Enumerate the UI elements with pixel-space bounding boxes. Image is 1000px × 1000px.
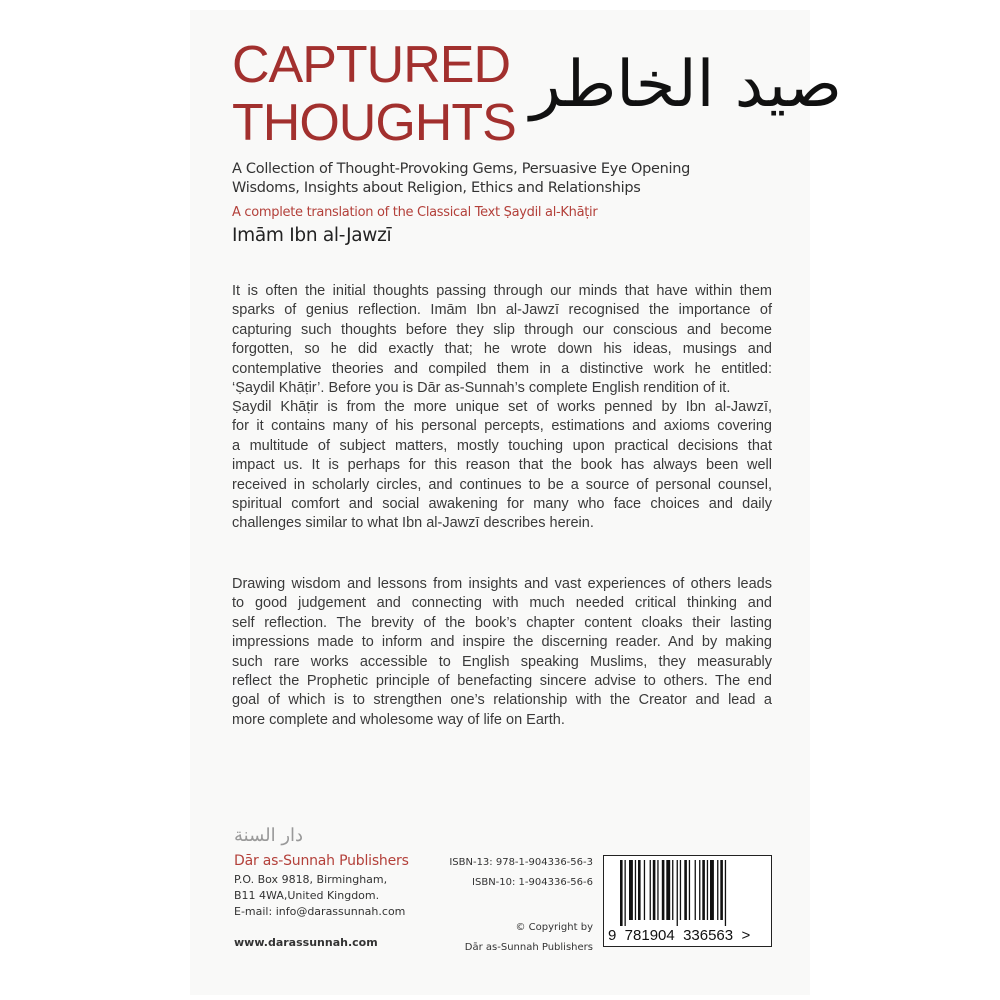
title-line-2: THOUGHTS — [232, 94, 516, 152]
paragraph-line: to good judgement and connecting with much needed critical thinking and — [232, 595, 772, 612]
blurb-paragraph-1 — [232, 282, 772, 398]
paragraph-line: such rare works accessible to English speaking Muslims, they measurably — [232, 653, 772, 670]
isbn-10: ISBN-10: 1-904336-56-6 — [472, 877, 593, 888]
paragraph-line: Drawing wisdom and lessons from insights and vast experiences of others leads — [232, 576, 772, 592]
barcode-bar — [710, 860, 714, 920]
publisher-website: www.darassunnah.com — [234, 936, 378, 949]
author-name: Imām Ibn al-Jawzī — [232, 225, 392, 246]
barcode-bar — [666, 860, 670, 920]
barcode-bar — [699, 860, 700, 920]
paragraph-line: challenges similar to what Ibn al-Jawzī describes herein. — [232, 515, 594, 532]
translation-note: A complete translation of the Classical Text Ṣaydil al-Khāṭir — [232, 205, 598, 220]
paragraph-line: forgotten, so he did exactly that; he wrote down his ideas, musings and — [232, 341, 772, 358]
publisher-email: E-mail: info@darassunnah.com — [234, 905, 406, 918]
publisher-name: Dār as-Sunnah Publishers — [234, 853, 409, 869]
barcode-bar — [620, 860, 623, 926]
isbn-info — [449, 853, 593, 893]
paragraph-line: capturing such thoughts before they slip through our conscious and become — [232, 321, 772, 338]
copyright — [465, 918, 593, 958]
barcode-bar — [629, 860, 633, 920]
barcode-bar — [662, 860, 665, 920]
copyright-line-2: Dār as-Sunnah Publishers — [464, 942, 593, 953]
barcode — [603, 855, 772, 947]
barcode-bar — [644, 860, 645, 920]
barcode-bar — [672, 860, 673, 920]
paragraph-line: self reflection. The brevity of the book’s chapter content cloaks their lasting — [232, 614, 772, 631]
barcode-digits: 9 781904 336563 > — [608, 927, 751, 944]
address-line-1: P.O. Box 9818, Birmingham, — [234, 873, 388, 886]
paragraph-line: It is often the initial thoughts passing through our minds that have within them — [232, 283, 772, 299]
paragraph-line: more complete and wholesome way of life on Earth. — [232, 711, 565, 728]
address-line-2: B11 4WA,United Kingdom. — [234, 889, 380, 902]
paragraph-line: sparks of genius reflection. Imām Ibn al-Jawzī recognised the importance of — [232, 302, 772, 319]
barcode-bar — [677, 860, 678, 926]
paragraph-line: a multitude of subject matters, mostly touching upon practical decisions that — [232, 437, 772, 454]
barcode-bar — [653, 860, 656, 920]
subtitle-line-2: Wisdoms, Insights about Religion, Ethics and Relationships — [232, 180, 641, 196]
barcode-bar — [720, 860, 723, 920]
barcode-bar — [689, 860, 690, 920]
subtitle-line-1: A Collection of Thought-Provoking Gems, Persuasive Eye Opening — [232, 161, 691, 177]
barcode-bar — [707, 860, 708, 920]
barcode-bar — [638, 860, 641, 920]
paragraph-line: impact us. It is perhaps for this reason that the book has always been well — [232, 457, 772, 474]
paragraph-line: ‘Ṣaydil Khāṭir’. Before you is Dār as-Sunnah’s complete English rendition of it. — [232, 380, 731, 397]
paragraph-line: goal of which is to strengthen one’s relationship with the Creator and lead a — [232, 692, 772, 709]
paragraph-line: received in scholarly circles, and continues to be a source of personal counsel, — [232, 476, 772, 493]
publisher-address — [234, 872, 405, 920]
paragraph-line: for it contains many of his personal percepts, estimations and axioms covering — [232, 418, 772, 435]
barcode-bar — [725, 860, 726, 926]
title-line-1: CAPTURED — [232, 36, 511, 94]
barcode-bar — [635, 860, 636, 920]
blurb-paragraph-3 — [232, 575, 772, 730]
blurb-paragraph-2 — [232, 398, 772, 534]
subtitle — [232, 160, 690, 198]
publisher-logo: دار السنة — [234, 825, 304, 846]
paragraph-line: reflect the Prophetic principle of benefacting sincere advise to others. The end — [232, 673, 772, 690]
barcode-bar — [680, 860, 681, 920]
arabic-calligraphy-title: صيد الخاطر — [530, 48, 842, 122]
barcode-bar — [695, 860, 696, 920]
paragraph-line: contemplative theories and compiled them in a distinctive work he entitled: — [232, 360, 772, 377]
paragraph-line: spiritual comfort and social awakening for many who face choices and daily — [232, 496, 772, 513]
paragraph-line: impressions made to inform and inspire the discerning reader. And by making — [232, 634, 772, 651]
barcode-bar — [657, 860, 658, 920]
barcode-bar — [650, 860, 651, 920]
barcode-bar — [702, 860, 705, 920]
barcode-bar — [684, 860, 687, 920]
barcode-bar — [625, 860, 626, 926]
isbn-13: ISBN-13: 978-1-904336-56-3 — [449, 857, 593, 868]
barcode-bar — [717, 860, 718, 920]
paragraph-line: Ṣaydil Khāṭir is from the more unique set of works penned by Ibn al-Jawzī, — [232, 399, 772, 415]
book-title — [232, 36, 516, 152]
copyright-line-1: © Copyright by — [515, 922, 593, 933]
